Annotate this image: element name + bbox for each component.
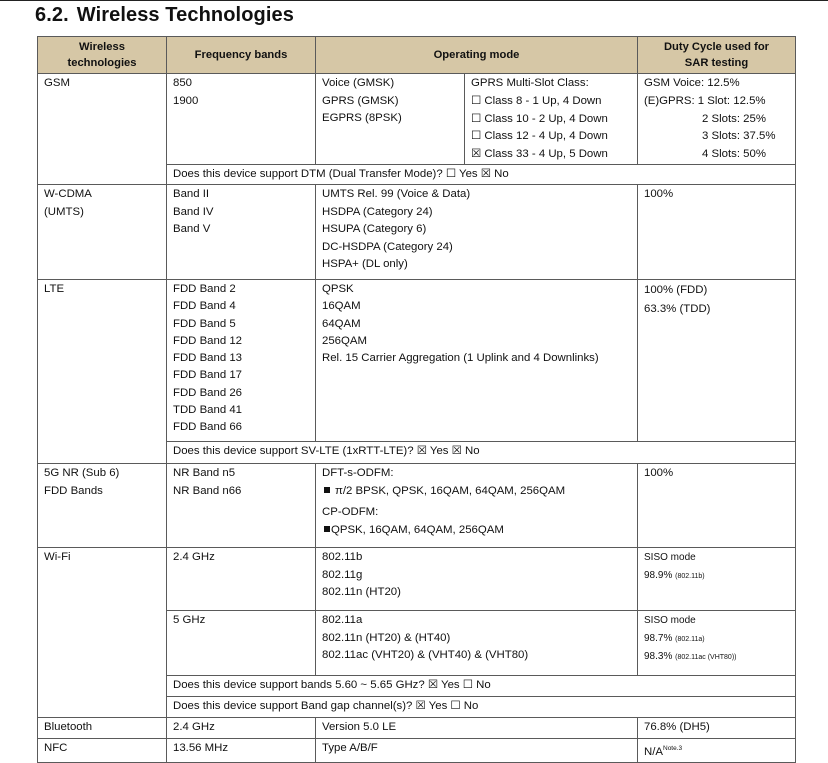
gsm-row [38,74,796,165]
section-heading [35,4,294,27]
wifi-24-band: 2.4 GHz [167,548,316,611]
nr-bands: NR Band n5 NR Band n66 [167,464,316,548]
bluetooth-name: Bluetooth [38,718,167,739]
wcdma-bands: Band II Band IV Band V [167,185,316,280]
nfc-mode: Type A/B/F [316,739,638,763]
wcdma-name: W-CDMA (UMTS) [38,185,167,280]
wifi-5-band: 5 GHz [167,611,316,676]
nfc-row [38,739,796,763]
bullet-icon [324,487,330,493]
header-technologies: Wireless technologies [38,37,167,74]
header-frequency: Frequency bands [167,37,316,74]
nr-modes: DFT-s-ODFM: π/2 BPSK, QPSK, 16QAM, 64QAM, 256QAM CP-ODFM: QPSK, 16QAM, 64QAM, 256QAM [316,464,638,548]
wifi-name: Wi-Fi [38,548,167,718]
gsm-duty-cycle: GSM Voice: 12.5% (E)GPRS: 1 Slot: 12.5% 2 Slots: 25% 3 Slots: 37.5% 4 Slots: 50% [638,74,796,165]
nfc-name: NFC [38,739,167,763]
nr-name: 5G NR (Sub 6) FDD Bands [38,464,167,548]
wireless-technologies-table [37,36,796,763]
section-number: 6.2. [35,4,69,26]
gsm-bands: 850 1900 [167,74,316,165]
header-row [38,37,796,74]
wcdma-row [38,185,796,280]
wifi-24-modes: 802.11b 802.11g 802.11n (HT20) [316,548,638,611]
top-rule [0,0,828,1]
wcdma-modes: UMTS Rel. 99 (Voice & Data) HSDPA (Category 24) HSUPA (Category 6) DC-HSDPA (Category 24) HSPA+ (DL only) [316,185,638,280]
gsm-dtm-question: Does this device support DTM (Dual Transfer Mode)? ☐ Yes ☒ No [167,165,796,185]
gsm-modes: Voice (GMSK) GPRS (GMSK) EGPRS (8PSK) [316,74,465,165]
header-duty-cycle: Duty Cycle used for SAR testing [638,37,796,74]
lte-duty-cycle: 100% (FDD) 63.3% (TDD) [638,280,796,442]
bluetooth-mode: Version 5.0 LE [316,718,638,739]
nfc-band: 13.56 MHz [167,739,316,763]
section-title: Wireless Technologies [76,4,294,26]
lte-name: LTE [38,280,167,464]
wifi-band-question: Does this device support bands 5.60 ~ 5.65 GHz? ☒ Yes ☐ No [167,676,796,697]
bullet-icon [324,526,330,532]
lte-modes: QPSK 16QAM 64QAM 256QAM Rel. 15 Carrier Aggregation (1 Uplink and 4 Downlinks) [316,280,638,442]
lte-svlte-question: Does this device support SV-LTE (1xRTT-LTE)? ☒ Yes ☒ No [167,442,796,464]
wifi-24-duty-cycle: SISO mode 98.9% (802.11b) [638,548,796,611]
bluetooth-duty-cycle: 76.8% (DH5) [638,718,796,739]
header-operating-mode: Operating mode [316,37,638,74]
lte-row [38,280,796,442]
nfc-duty-cycle: $N/A^{Note.3}$ [638,739,796,763]
bluetooth-band: 2.4 GHz [167,718,316,739]
wifi-24-row [38,548,796,611]
wcdma-duty-cycle: 100% [638,185,796,280]
wifi-gap-question: Does this device support Band gap channel(s)? ☒ Yes ☐ No [167,697,796,718]
wifi-5-duty-cycle: SISO mode 98.7% (802.11a) 98.3% (802.11ac (VHT80)) [638,611,796,676]
lte-bands: FDD Band 2 FDD Band 4 FDD Band 5 FDD Band 12 FDD Band 13 FDD Band 17 FDD Band 26 TDD Band 41 FDD Band 66 [167,280,316,442]
gsm-multislot-classes: GPRS Multi-Slot Class: ☐ Class 8 - 1 Up, 4 Down ☐ Class 10 - 2 Up, 4 Down ☐ Class 12 - 4 Up, 4 Down ☒ Class 33 - 4 Up, 5 Down [465,74,638,165]
nr-duty-cycle: 100% [638,464,796,548]
wifi-5-modes: 802.11a 802.11n (HT20) & (HT40) 802.11ac (VHT20) & (VHT40) & (VHT80) [316,611,638,676]
nr-row [38,464,796,548]
bluetooth-row [38,718,796,739]
gsm-name: GSM [38,74,167,185]
